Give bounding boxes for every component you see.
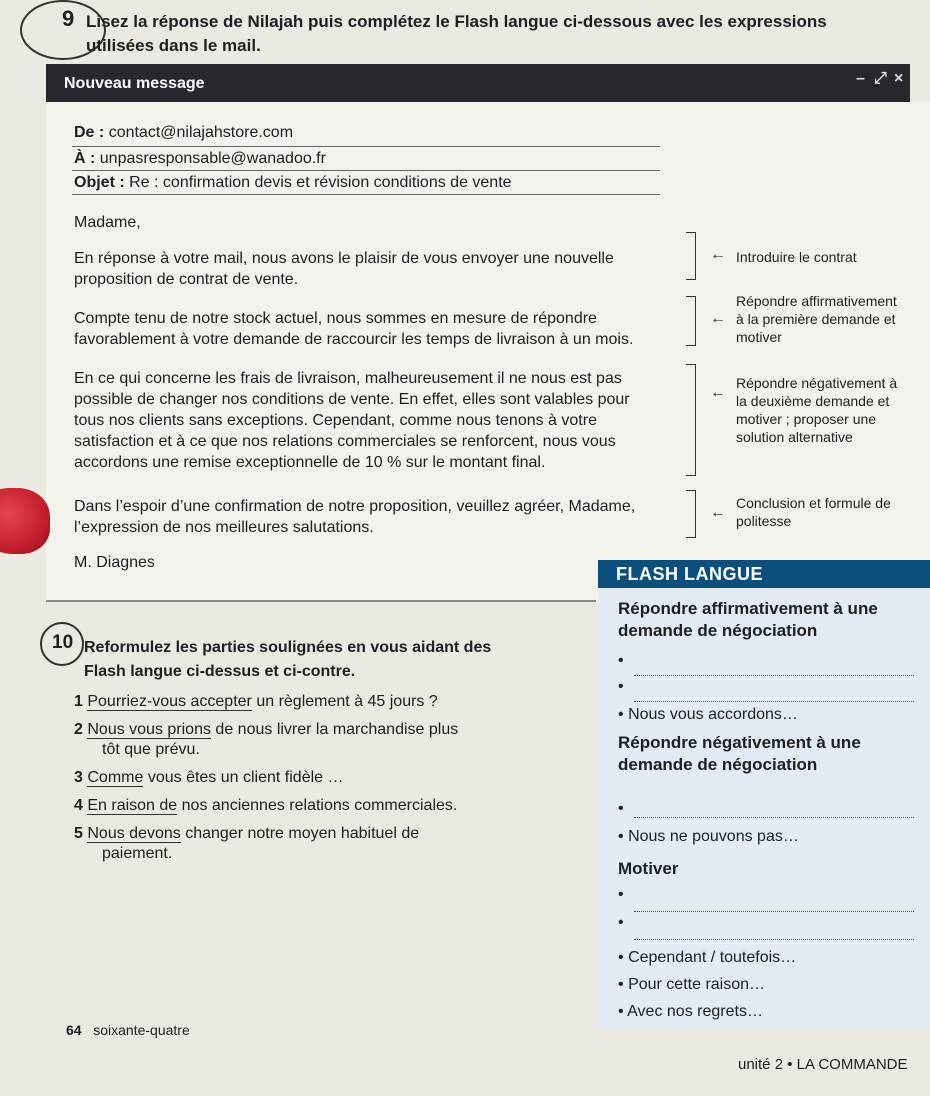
flash-section-2-title-line1: Répondre négativement à une	[618, 733, 861, 752]
annotation-4-line2: politesse	[736, 513, 792, 529]
fingernail	[0, 488, 50, 554]
flash-section-1-title-line2: demande de négociation	[618, 621, 818, 640]
flash-section-3-list	[618, 944, 796, 1025]
flash-bullet: •	[618, 1003, 624, 1020]
subject-label: Objet :	[74, 174, 125, 191]
annotation-3-arrow: ←	[710, 384, 726, 401]
flash-blank-2[interactable]	[634, 700, 914, 702]
expand-icon[interactable]: ⤢	[874, 70, 887, 87]
bracket-4	[686, 490, 696, 538]
item-3-rest: vous êtes un client fidèle …	[143, 769, 344, 786]
exercise-10-instruction-line2: Flash langue ci-dessus et ci-contre.	[84, 663, 356, 680]
flash-langue-box	[598, 560, 930, 1030]
unit-title: LA COMMANDE	[796, 1056, 908, 1073]
item-1-underlined: Pourriez-vous accepter	[87, 693, 252, 710]
unit-footer	[738, 1056, 908, 1073]
mail-p2-line1: Compte tenu de notre stock actuel, nous sommes en mesure de répondre	[74, 310, 597, 327]
item-1-rest: un règlement à 45 jours ?	[251, 693, 438, 710]
flash-section-3-item-1	[618, 944, 796, 971]
flash-bullet: •	[618, 949, 624, 966]
flash-section-2-title-line2: demande de négociation	[618, 755, 818, 774]
mail-greeting: Madame,	[74, 214, 141, 231]
flash-section-3-item-3	[618, 998, 796, 1025]
exercise-9-instruction-line1: Lisez la réponse de Nilajah puis complétez le Flash langue ci-dessous avec les expressions	[86, 12, 827, 31]
annotation-3-line3: motiver ; proposer une	[736, 411, 877, 427]
mail-paragraph-3	[74, 368, 694, 473]
flash-bullet: •	[618, 976, 624, 993]
bracket-1	[686, 232, 696, 280]
page-number-words: soixante-quatre	[93, 1022, 190, 1038]
annotation-2-line2: à la première demande et	[736, 311, 896, 327]
exercise-10-item-1	[74, 692, 438, 712]
unit-separator: •	[787, 1056, 793, 1073]
mail-p2-line2: favorablement à votre demande de raccourcir les temps de livraison à un mois.	[74, 331, 634, 348]
mail-paragraph-4	[74, 496, 704, 538]
flash-section-1-text: Nous vous accordons…	[628, 706, 798, 723]
flash-blank-4[interactable]	[634, 910, 914, 912]
mail-p3-line1: En ce qui concerne les frais de livraison, malheureusement il ne nous est pas	[74, 370, 622, 387]
item-4-number: 4	[74, 797, 83, 814]
item-4-rest: nos anciennes relations commerciales.	[177, 797, 458, 814]
annotation-1	[736, 248, 857, 266]
exercise-9-instruction	[86, 10, 916, 58]
flash-langue-header	[598, 560, 930, 588]
annotation-1-arrow: ←	[710, 246, 726, 263]
item-4-underlined: En raison de	[87, 797, 178, 814]
from-underline	[72, 146, 660, 147]
mail-paragraph-1	[74, 248, 694, 290]
subject-line	[74, 174, 512, 192]
item-5-underlined: Nous devons	[87, 825, 181, 842]
flash-bullet: •	[618, 828, 624, 845]
from-value[interactable]: contact@nilajahstore.com	[108, 124, 294, 141]
item-5-line2: paiement.	[102, 845, 173, 862]
flash-bullet-blank-5: •	[618, 914, 624, 931]
annotation-4-line1: Conclusion et formule de	[736, 495, 891, 511]
flash-section-3-text-3: Avec nos regrets…	[627, 1003, 763, 1020]
item-2-underlined: Nous vous prions	[87, 721, 211, 738]
to-label: À :	[74, 150, 96, 167]
exercise-10-instruction	[84, 636, 491, 684]
item-1-number: 1	[74, 693, 83, 710]
flash-section-3-item-2	[618, 971, 796, 998]
to-value[interactable]: unpasresponsable@wanadoo.fr	[99, 150, 326, 167]
annotation-2-arrow: ←	[710, 310, 726, 327]
annotation-1-line1: Introduire le contrat	[736, 249, 857, 265]
item-2-line2: tôt que prévu.	[102, 741, 200, 758]
to-line	[74, 150, 326, 168]
flash-langue-title: FLASH LANGUE	[616, 564, 763, 584]
flash-bullet-blank-2: •	[618, 678, 624, 695]
flash-blank-1[interactable]	[634, 674, 914, 676]
exercise-10-item-5	[74, 824, 419, 864]
flash-section-2-title	[618, 732, 861, 776]
mail-p3-line2: possible de changer nos conditions de vente. En effet, elles sont valables pour	[74, 391, 630, 408]
exercise-10-item-3	[74, 768, 343, 788]
bracket-3	[686, 364, 696, 476]
exercise-9-number: 9	[62, 6, 75, 31]
annotation-4	[736, 494, 891, 530]
annotation-3-line4: solution alternative	[736, 429, 853, 445]
exercise-10-instruction-line1: Reformulez les parties soulignées en vous aidant des	[84, 639, 492, 656]
from-line	[74, 124, 293, 142]
flash-blank-5[interactable]	[634, 938, 914, 940]
flash-bullet: •	[618, 706, 624, 723]
mail-p3-line4: satisfaction et à ce que nos relations commerciales se renforcent, nous vous	[74, 433, 616, 450]
mail-p1-line1: En réponse à votre mail, nous avons le plaisir de vous envoyer une nouvelle	[74, 250, 614, 267]
exercise-9-instruction-line2: utilisées dans le mail.	[86, 36, 261, 55]
subject-underline	[72, 194, 660, 195]
annotation-3	[736, 374, 897, 446]
mail-paragraph-2	[74, 308, 704, 350]
exercise-10-item-2	[74, 720, 458, 760]
page-number: 64	[66, 1022, 82, 1038]
mail-window-header	[46, 64, 910, 102]
item-2-rest: de nous livrer la marchandise plus	[210, 721, 459, 738]
flash-section-2-item	[618, 828, 799, 846]
flash-bullet-blank-3: •	[618, 800, 624, 817]
item-3-underlined: Comme	[87, 769, 144, 786]
annotation-2-line3: motiver	[736, 329, 782, 345]
flash-langue-content	[598, 588, 930, 1030]
flash-blank-3[interactable]	[634, 816, 914, 818]
exercise-10-number: 10	[52, 632, 74, 653]
flash-section-3-text-2: Pour cette raison…	[628, 976, 766, 993]
item-2-number: 2	[74, 721, 83, 738]
to-underline	[72, 170, 660, 171]
bracket-2	[686, 296, 696, 346]
exercise-10-item-4	[74, 796, 457, 816]
flash-section-1-title-line1: Répondre affirmativement à une	[618, 599, 878, 618]
flash-section-2-text: Nous ne pouvons pas…	[628, 828, 799, 845]
annotation-2-line1: Répondre affirmativement	[736, 293, 897, 309]
flash-section-1-title	[618, 598, 878, 642]
section-divider	[46, 600, 596, 602]
mail-window-title: Nouveau message	[64, 75, 205, 92]
mail-p4-line2: l’expression de nos meilleures salutations.	[74, 519, 374, 536]
item-5-number: 5	[74, 825, 83, 842]
mail-p1-line2: proposition de contrat de vente.	[74, 271, 299, 288]
mail-p3-line3: tous nos clients sans exceptions. Cependant, comme nous tenons à votre	[74, 412, 597, 429]
mail-p3-line5: accordons une remise exceptionnelle de 10 % sur le montant final.	[74, 454, 546, 471]
flash-section-3-title: Motiver	[618, 859, 679, 878]
annotation-2	[736, 292, 897, 346]
annotation-3-line1: Répondre négativement à	[736, 375, 898, 391]
annotation-3-line2: la deuxième demande et	[736, 393, 890, 409]
flash-bullet-blank-4: •	[618, 886, 624, 903]
flash-section-3-text-1: Cependant / toutefois…	[628, 949, 797, 966]
mail-signature: M. Diagnes	[74, 554, 155, 571]
flash-bullet-blank-1: •	[618, 652, 624, 669]
flash-section-1-item	[618, 706, 798, 724]
item-5-rest: changer notre moyen habituel de	[180, 825, 420, 842]
close-icon[interactable]: ×	[894, 70, 904, 87]
item-3-number: 3	[74, 769, 83, 786]
unit-label: unité 2	[738, 1056, 784, 1073]
mail-p4-line1: Dans l’espoir d’une confirmation de notre proposition, veuillez agréer, Madame,	[74, 498, 636, 515]
page-footer	[66, 1022, 190, 1038]
minimize-icon[interactable]: –	[856, 70, 865, 87]
annotation-4-arrow: ←	[710, 504, 726, 521]
from-label: De :	[74, 124, 105, 141]
subject-value[interactable]: Re : confirmation devis et révision conditions de vente	[129, 174, 512, 191]
